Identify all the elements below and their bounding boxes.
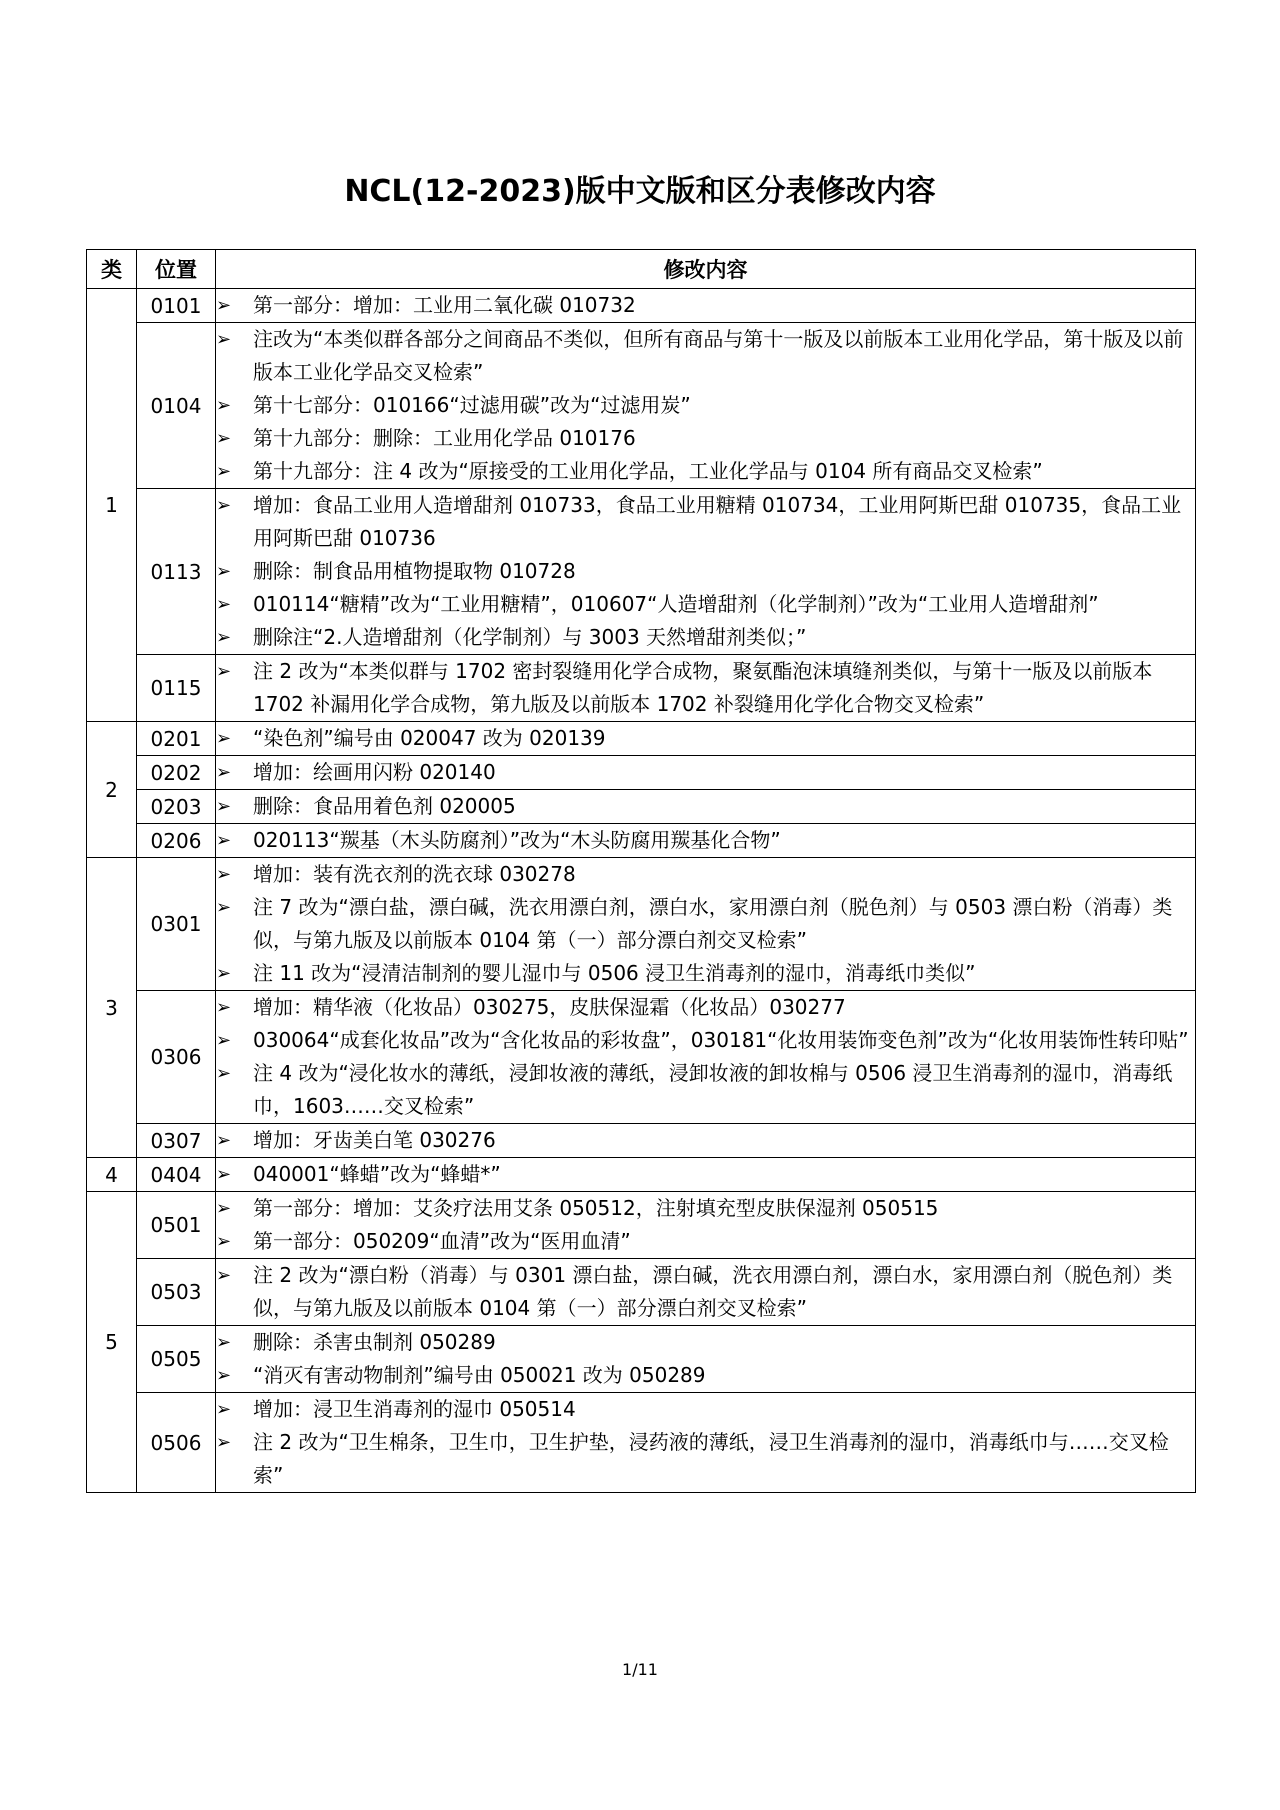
- header-position: 位置: [137, 250, 216, 289]
- entry-text: 注 2 改为“漂白粉（消毒）与 0301 漂白盐，漂白碱，洗衣用漂白剂，漂白水，家用漂白剂（脱色剂）类似，与第九版及以前版本 0104 第（一）部分漂白剂交叉检索”: [253, 1263, 1173, 1320]
- entry-text: 第一部分：050209“血清”改为“医用血清”: [253, 1229, 631, 1253]
- entry-text: 注改为“本类似群各部分之间商品不类似，但所有商品与第十一版及以前版本工业用化学品，第十版及以前版本工业化学品交叉检索”: [253, 327, 1184, 384]
- change-entry: [216, 722, 1195, 755]
- content-cell: [216, 323, 1196, 489]
- entry-text: 注 2 改为“本类似群与 1702 密封裂缝用化学合成物，聚氨酯泡沫填缝剂类似，与第十一版及以前版本 1702 补漏用化学合成物，第九版及以前版本 1702 补裂缝用化学化合物交叉检索”: [253, 659, 1153, 716]
- change-entry: [216, 991, 1195, 1024]
- header-content: 修改内容: [216, 250, 1196, 289]
- content-cell: [216, 722, 1196, 756]
- change-entry: [216, 1057, 1195, 1123]
- entry-text: “染色剂”编号由 020047 改为 020139: [253, 726, 606, 750]
- entry-text: 删除：食品用着色剂 020005: [253, 794, 516, 818]
- change-entry: [216, 1024, 1195, 1057]
- entry-text: 注 2 改为“卫生棉条，卫生巾，卫生护垫，浸药液的薄纸，浸卫生消毒剂的湿巾，消毒纸巾与……交叉检索”: [253, 1430, 1169, 1487]
- content-cell: [216, 790, 1196, 824]
- content-cell: [216, 1259, 1196, 1326]
- content-cell: [216, 1124, 1196, 1158]
- table-row: [87, 1158, 1196, 1192]
- change-entry: [216, 588, 1195, 621]
- bullet-arrow-icon: ➢: [216, 561, 232, 582]
- bullet-arrow-icon: ➢: [216, 1332, 232, 1353]
- change-entry: [216, 1326, 1195, 1359]
- position-cell: 0201: [137, 722, 216, 756]
- entry-text: 删除：制食品用植物提取物 010728: [253, 559, 576, 583]
- bullet-arrow-icon: ➢: [216, 1063, 232, 1084]
- change-entry: [216, 1359, 1195, 1392]
- table-row: [87, 1124, 1196, 1158]
- table-row: [87, 858, 1196, 991]
- position-cell: 0301: [137, 858, 216, 991]
- table-row: [87, 824, 1196, 858]
- change-entry: [216, 555, 1195, 588]
- bullet-arrow-icon: ➢: [216, 963, 232, 984]
- position-cell: 0202: [137, 756, 216, 790]
- position-cell: 0503: [137, 1259, 216, 1326]
- bullet-arrow-icon: ➢: [216, 594, 232, 615]
- table-row: [87, 756, 1196, 790]
- change-entry: [216, 790, 1195, 823]
- position-cell: 0104: [137, 323, 216, 489]
- content-cell: [216, 289, 1196, 323]
- position-cell: 0113: [137, 489, 216, 655]
- bullet-arrow-icon: ➢: [216, 428, 232, 449]
- entry-text: 增加：食品工业用人造增甜剂 010733，食品工业用糖精 010734，工业用阿斯巴甜 010735，食品工业用阿斯巴甜 010736: [253, 493, 1182, 550]
- position-cell: 0101: [137, 289, 216, 323]
- table-row: [87, 1259, 1196, 1326]
- entry-text: 删除：杀害虫制剂 050289: [253, 1330, 496, 1354]
- class-cell: 2: [87, 722, 137, 858]
- content-cell: [216, 991, 1196, 1124]
- bullet-arrow-icon: ➢: [216, 1130, 232, 1151]
- entry-text: 注 4 改为“浸化妆水的薄纸，浸卸妆液的薄纸，浸卸妆液的卸妆棉与 0506 浸卫生消毒剂的湿巾，消毒纸巾，1603……交叉检索”: [253, 1061, 1173, 1118]
- content-cell: [216, 1393, 1196, 1493]
- bullet-arrow-icon: ➢: [216, 1432, 232, 1453]
- table-row: [87, 323, 1196, 489]
- change-entry: [216, 1158, 1195, 1191]
- change-entry: [216, 422, 1195, 455]
- entry-text: 第十九部分：注 4 改为“原接受的工业用化学品，工业化学品与 0104 所有商品交叉检索”: [253, 459, 1043, 483]
- content-cell: [216, 756, 1196, 790]
- change-entry: [216, 621, 1195, 654]
- class-cell: 1: [87, 289, 137, 722]
- position-cell: 0506: [137, 1393, 216, 1493]
- entry-text: 第十七部分：010166“过滤用碳”改为“过滤用炭”: [253, 393, 691, 417]
- entry-text: 第十九部分：删除：工业用化学品 010176: [253, 426, 636, 450]
- change-entry: [216, 455, 1195, 488]
- change-entry: [216, 756, 1195, 789]
- entry-text: 第一部分：增加：工业用二氧化碳 010732: [253, 293, 636, 317]
- bullet-arrow-icon: ➢: [216, 1164, 232, 1185]
- bullet-arrow-icon: ➢: [216, 627, 232, 648]
- bullet-arrow-icon: ➢: [216, 1265, 232, 1286]
- position-cell: 0404: [137, 1158, 216, 1192]
- bullet-arrow-icon: ➢: [216, 495, 232, 516]
- bullet-arrow-icon: ➢: [216, 830, 232, 851]
- change-entry: [216, 1124, 1195, 1157]
- entry-text: 010114“糖精”改为“工业用糖精”，010607“人造增甜剂（化学制剂）”改为“工业用人造增甜剂”: [253, 592, 1099, 616]
- position-cell: 0505: [137, 1326, 216, 1393]
- position-cell: 0206: [137, 824, 216, 858]
- content-cell: [216, 489, 1196, 655]
- page-number: 1/11: [622, 1660, 658, 1679]
- change-entry: [216, 655, 1195, 721]
- table-row: [87, 790, 1196, 824]
- bullet-arrow-icon: ➢: [216, 1198, 232, 1219]
- bullet-arrow-icon: ➢: [216, 395, 232, 416]
- change-entry: [216, 891, 1195, 957]
- content-cell: [216, 1326, 1196, 1393]
- content-cell: [216, 858, 1196, 991]
- bullet-arrow-icon: ➢: [216, 329, 232, 350]
- content-cell: [216, 1158, 1196, 1192]
- table-row: [87, 1393, 1196, 1493]
- changes-table: [86, 249, 1196, 1493]
- table-row: [87, 1326, 1196, 1393]
- position-cell: 0306: [137, 991, 216, 1124]
- entry-text: 增加：绘画用闪粉 020140: [253, 760, 496, 784]
- table-header-row: [87, 250, 1196, 289]
- change-entry: [216, 1426, 1195, 1492]
- class-cell: 5: [87, 1192, 137, 1493]
- change-entry: [216, 824, 1195, 857]
- change-entry: [216, 957, 1195, 990]
- change-entry: [216, 323, 1195, 389]
- content-cell: [216, 655, 1196, 722]
- change-entry: [216, 1259, 1195, 1325]
- entry-text: 删除注“2.人造增甜剂（化学制剂）与 3003 天然增甜剂类似；”: [253, 625, 807, 649]
- table-row: [87, 289, 1196, 323]
- change-entry: [216, 1225, 1195, 1258]
- bullet-arrow-icon: ➢: [216, 897, 232, 918]
- bullet-arrow-icon: ➢: [216, 728, 232, 749]
- change-entry: [216, 289, 1195, 322]
- position-cell: 0307: [137, 1124, 216, 1158]
- change-entry: [216, 389, 1195, 422]
- table-row: [87, 655, 1196, 722]
- entry-text: 增加：浸卫生消毒剂的湿巾 050514: [253, 1397, 576, 1421]
- class-cell: 4: [87, 1158, 137, 1192]
- header-class: 类: [87, 250, 137, 289]
- change-entry: [216, 858, 1195, 891]
- table-row: [87, 489, 1196, 655]
- bullet-arrow-icon: ➢: [216, 295, 232, 316]
- bullet-arrow-icon: ➢: [216, 1399, 232, 1420]
- entry-text: 增加：牙齿美白笔 030276: [253, 1128, 496, 1152]
- bullet-arrow-icon: ➢: [216, 461, 232, 482]
- content-cell: [216, 1192, 1196, 1259]
- table-row: [87, 991, 1196, 1124]
- entry-text: 增加：装有洗衣剂的洗衣球 030278: [253, 862, 576, 886]
- document-title: NCL(12-2023)版中文版和区分表修改内容: [344, 174, 936, 209]
- position-cell: 0115: [137, 655, 216, 722]
- bullet-arrow-icon: ➢: [216, 1030, 232, 1051]
- entry-text: 注 7 改为“漂白盐，漂白碱，洗衣用漂白剂，漂白水，家用漂白剂（脱色剂）与 0503 漂白粉（消毒）类似，与第九版及以前版本 0104 第（一）部分漂白剂交叉检索”: [253, 895, 1173, 952]
- change-entry: [216, 1192, 1195, 1225]
- entry-text: 040001“蜂蜡”改为“蜂蜡*”: [253, 1162, 501, 1186]
- change-entry: [216, 1393, 1195, 1426]
- bullet-arrow-icon: ➢: [216, 796, 232, 817]
- bullet-arrow-icon: ➢: [216, 864, 232, 885]
- position-cell: 0501: [137, 1192, 216, 1259]
- entry-text: 030064“成套化妆品”改为“含化妆品的彩妆盘”，030181“化妆用装饰变色剂”改为“化妆用装饰性转印贴”: [253, 1028, 1189, 1052]
- entry-text: “消灭有害动物制剂”编号由 050021 改为 050289: [253, 1363, 706, 1387]
- change-entry: [216, 489, 1195, 555]
- class-cell: 3: [87, 858, 137, 1158]
- entry-text: 第一部分：增加：艾灸疗法用艾条 050512，注射填充型皮肤保湿剂 050515: [253, 1196, 939, 1220]
- bullet-arrow-icon: ➢: [216, 1231, 232, 1252]
- bullet-arrow-icon: ➢: [216, 997, 232, 1018]
- position-cell: 0203: [137, 790, 216, 824]
- entry-text: 020113“羰基（木头防腐剂）”改为“木头防腐用羰基化合物”: [253, 828, 781, 852]
- content-cell: [216, 824, 1196, 858]
- bullet-arrow-icon: ➢: [216, 762, 232, 783]
- bullet-arrow-icon: ➢: [216, 661, 232, 682]
- table-row: [87, 1192, 1196, 1259]
- table-row: [87, 722, 1196, 756]
- table-body: [87, 289, 1196, 1493]
- bullet-arrow-icon: ➢: [216, 1365, 232, 1386]
- entry-text: 注 11 改为“浸清洁制剂的婴儿湿巾与 0506 浸卫生消毒剂的湿巾，消毒纸巾类似”: [253, 961, 976, 985]
- entry-text: 增加：精华液（化妆品）030275，皮肤保湿霜（化妆品）030277: [253, 995, 846, 1019]
